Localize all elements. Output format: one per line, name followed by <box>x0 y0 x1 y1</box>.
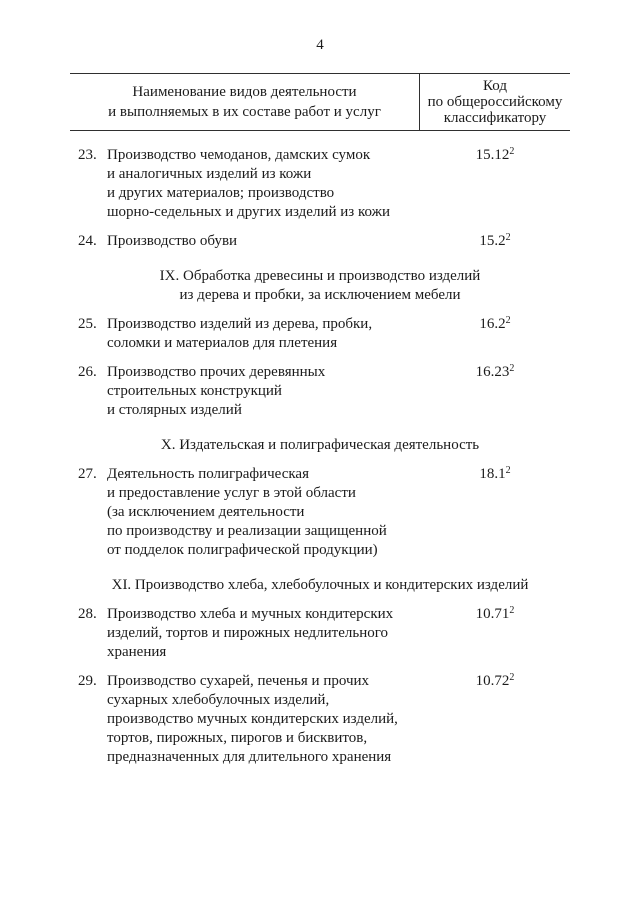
text-line: от подделок полиграфической продукции) <box>107 542 378 558</box>
table-row <box>70 315 570 353</box>
row-activity-name <box>107 465 420 560</box>
table-row <box>70 232 570 251</box>
code-footnote-marker: 2 <box>509 605 515 616</box>
code-value: 15.12 <box>475 147 510 163</box>
text-line: производство мучных кондитерских изделий, <box>107 711 398 727</box>
row-number: 23. <box>78 147 97 163</box>
table-header-name-col <box>70 74 420 130</box>
row-number: 28. <box>78 606 97 622</box>
row-number: 25. <box>78 316 97 332</box>
text-line: Наименование видов деятельности <box>132 84 357 100</box>
row-classifier-code <box>420 232 570 251</box>
text-line: и выполняемых в их составе работ и услуг <box>108 104 381 120</box>
code-value: 15.2 <box>479 233 506 249</box>
row-number: 27. <box>78 466 97 482</box>
code-value: 16.23 <box>475 364 510 380</box>
table-row <box>70 146 570 222</box>
code-footnote-marker: 2 <box>509 146 515 157</box>
text-line: классификатору <box>443 110 547 126</box>
row-number: 26. <box>78 364 97 380</box>
text-line: Деятельность полиграфическая <box>107 466 309 482</box>
text-line: и других материалов; производство <box>107 185 335 201</box>
row-classifier-code <box>420 363 570 420</box>
text-line: Производство изделий из дерева, пробки, <box>107 316 373 332</box>
table-row <box>70 363 570 420</box>
code-footnote-marker: 2 <box>505 315 511 326</box>
text-line: тортов, пирожных, пирогов и бисквитов, <box>107 730 368 746</box>
text-line: (за исключением деятельности <box>107 504 305 520</box>
row-activity-name <box>107 232 420 251</box>
row-activity-name <box>107 363 420 420</box>
table-header <box>70 73 570 131</box>
text-line: предназначенных для длительного хранения <box>107 749 392 765</box>
row-activity-name <box>107 146 420 222</box>
section-heading <box>70 267 570 305</box>
row-classifier-code <box>420 146 570 222</box>
text-line: изделий, тортов и пирожных недлительного <box>107 625 389 641</box>
table-body <box>70 146 570 767</box>
text-line: строительных конструкций <box>107 383 282 399</box>
code-footnote-marker: 2 <box>509 363 515 374</box>
text-line: соломки и материалов для плетения <box>107 335 338 351</box>
row-classifier-code <box>420 315 570 353</box>
row-activity-name <box>107 672 420 767</box>
text-line: и аналогичных изделий из кожи <box>107 166 312 182</box>
text-line: и столярных изделий <box>107 402 242 418</box>
code-value: 16.2 <box>479 316 506 332</box>
text-line: сухарных хлебобулочных изделий, <box>107 692 330 708</box>
text-line: по общероссийскому <box>427 94 563 110</box>
row-activity-name <box>107 605 420 662</box>
row-classifier-code <box>420 465 570 560</box>
row-classifier-code <box>420 672 570 767</box>
code-footnote-marker: 2 <box>509 672 515 683</box>
text-line: Производство хлеба и мучных кондитерских <box>107 606 394 622</box>
text-line: из дерева и пробки, за исключением мебели <box>179 287 461 303</box>
code-footnote-marker: 2 <box>505 232 511 243</box>
code-footnote-marker: 2 <box>505 465 511 476</box>
table-header-code-col <box>420 74 570 130</box>
text-line: Производство обуви <box>107 233 238 249</box>
section-heading <box>70 436 570 455</box>
row-number: 29. <box>78 673 97 689</box>
row-number: 24. <box>78 233 97 249</box>
text-line: XI. Производство хлеба, хлебобулочных и кондитерских изделий <box>111 577 529 593</box>
section-heading <box>70 576 570 595</box>
document-content <box>70 73 570 767</box>
code-value: 10.72 <box>475 673 510 689</box>
code-value: 10.71 <box>475 606 510 622</box>
text-line: Производство чемоданов, дамских сумок <box>107 147 371 163</box>
code-value: 18.1 <box>479 466 506 482</box>
text-line: хранения <box>107 644 167 660</box>
row-activity-name <box>107 315 420 353</box>
page-number: 4 <box>316 37 324 53</box>
table-row <box>70 605 570 662</box>
text-line: и предоставление услуг в этой области <box>107 485 356 501</box>
text-line: Код <box>483 78 507 94</box>
table-row <box>70 672 570 767</box>
text-line: X. Издательская и полиграфическая деятельность <box>160 437 480 453</box>
text-line: Производство сухарей, печенья и прочих <box>107 673 370 689</box>
text-line: по производству и реализации защищенной <box>107 523 387 539</box>
text-line: шорно-седельных и других изделий из кожи <box>107 204 390 220</box>
row-classifier-code <box>420 605 570 662</box>
text-line: Производство прочих деревянных <box>107 364 326 380</box>
text-line: IX. Обработка древесины и производство изделий <box>159 268 481 284</box>
table-row <box>70 465 570 560</box>
